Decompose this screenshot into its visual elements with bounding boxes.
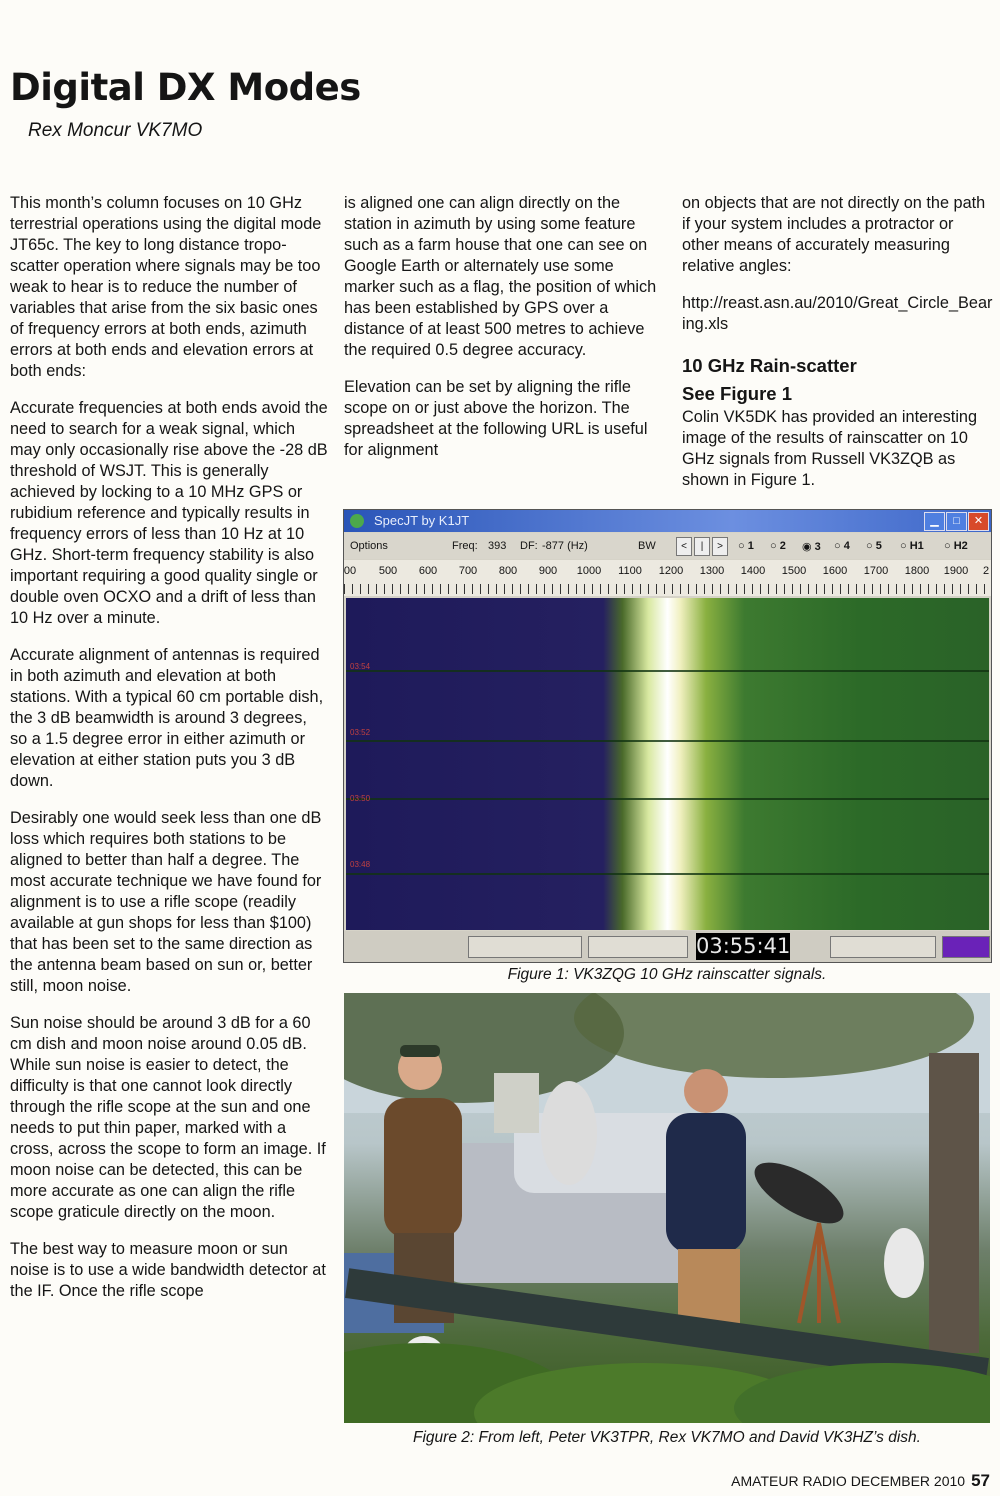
ruler-tick: 1900 — [943, 565, 969, 577]
minimize-icon[interactable]: ▁ — [924, 512, 945, 531]
utc-clock: 03:55:41 — [696, 934, 791, 958]
band-separator — [346, 740, 989, 742]
close-icon[interactable]: ✕ — [968, 512, 989, 531]
frequency-ruler — [344, 560, 991, 596]
app-icon — [350, 514, 364, 528]
maximize-icon[interactable]: □ — [946, 512, 967, 531]
spectrogram-waterfall — [346, 598, 989, 930]
paragraph: The best way to measure moon or sun noise is to use a wide bandwidth detector at the IF. Once the rifle scope — [10, 1240, 326, 1300]
paragraph: Sun noise should be around 3 dB for a 60 cm dish and moon noise around 0.05 dB. While sun noise is easier to detect, the difficulty is that one cannot look directly through the rifle scope at the sun and one needs to put thin paper, marked with a cross, across the scope to form an image. If moon noise can be detected, this can be more accurate as one can align the rifle scope graticule directly on the moon. — [10, 1014, 326, 1221]
spreadsheet-link[interactable]: http://reast.asn.au/2010/Great_Circle_Bearing.xls — [682, 294, 993, 333]
radio-1[interactable]: ○ 1 — [738, 540, 754, 552]
page-number: 57 — [971, 1471, 990, 1490]
ruler-tick: 00 — [343, 565, 357, 577]
figure-2-caption: Figure 2: From left, Peter VK3TPR, Rex VK7MO and David VK3HZ’s dish. — [413, 1429, 921, 1446]
radio-4[interactable]: ○ 4 — [834, 540, 850, 552]
time-label: 03:52 — [350, 728, 371, 737]
ruler-tick: 500 — [378, 565, 398, 577]
section-heading: 10 GHz Rain-scatter — [682, 355, 857, 376]
nav-center-button[interactable]: | — [694, 537, 710, 556]
ruler-tick: 1700 — [863, 565, 889, 577]
time-label: 03:50 — [350, 794, 371, 803]
ruler-tick: 1500 — [781, 565, 807, 577]
radio-h1[interactable]: ○ H1 — [900, 540, 924, 552]
ruler-tick: 1800 — [904, 565, 930, 577]
paragraph: Colin VK5DK has provided an interesting image of the results of rainscatter on 10 GHz signals from Russell VK3ZQB as shown in Figure 1. — [682, 408, 978, 489]
section-subheading: See Figure 1 — [682, 383, 793, 404]
ruler-tickmarks — [344, 584, 991, 594]
band-separator — [346, 670, 989, 672]
freq-label: Freq: — [452, 540, 478, 552]
page-footer — [731, 1471, 990, 1491]
radio-5[interactable]: ○ 5 — [866, 540, 882, 552]
radio-3[interactable]: ◉ 3 — [802, 541, 821, 553]
status-bar — [344, 931, 991, 962]
ruler-tick: 1100 — [618, 565, 642, 577]
nav-right-button[interactable]: > — [712, 537, 728, 556]
paragraph: Elevation can be set by aligning the rifle scope on or just above the horizon. The spreadsheet at the following URL is useful for alignment — [344, 378, 648, 459]
specjt-window — [343, 509, 992, 963]
column-2 — [344, 193, 662, 477]
spec-toolbar — [344, 533, 991, 559]
publication-name: AMATEUR RADIO DECEMBER 2010 — [731, 1473, 966, 1489]
ruler-tick: 1300 — [699, 565, 725, 577]
ruler-tick: 800 — [498, 565, 518, 577]
ruler-tick: 2 — [982, 565, 990, 577]
ruler-tick: 1600 — [822, 565, 848, 577]
band-separator — [346, 798, 989, 800]
ruler-tick: 1000 — [576, 565, 602, 577]
ruler-tick: 1200 — [658, 565, 684, 577]
options-menu[interactable]: Options — [350, 540, 388, 552]
paragraph: Accurate frequencies at both ends avoid the need to search for a weak signal, which may only occasionally rise above the -28 dB threshold of WSJT. This is generally achieved by locking to a 10 MHz GPS or rubidium reference and typically results in frequency errors of less than 10 Hz at 10 GHz. Short-term frequency stability is also important requiring a good quality single or double oven OCXO and a drift of less than 10 Hz over a minute. — [10, 399, 328, 627]
radio-2[interactable]: ○ 2 — [770, 540, 786, 552]
photo-illustration — [344, 993, 990, 1423]
figure-2-photo — [344, 993, 990, 1423]
radio-h2[interactable]: ○ H2 — [944, 540, 968, 552]
ruler-tick: 700 — [458, 565, 478, 577]
df-label: DF: — [520, 540, 538, 552]
paragraph: on objects that are not directly on the path if your system includes a protractor or other means of accurately measuring relative angles: — [682, 194, 986, 275]
time-label: 03:48 — [350, 860, 371, 869]
nav-left-button[interactable]: < — [676, 537, 692, 556]
status-slider[interactable] — [468, 936, 582, 958]
paragraph: Desirably one would seek less than one dB loss which requires both stations to be aligned to better than half a degree. The most accurate technique we have found for alignment is to use a rifle scope (readily available at gun shops for less than $100) that has been set to the same direction as the antenna beam based on sun or, better still, moon noise. — [10, 809, 322, 995]
paragraph: This month’s column focuses on 10 GHz terrestrial operations using the digital mode JT65c. The key to long distance tropo-scatter operation where signals may be too weak to hear is to reduce the number of variables that arise from the six basic ones of frequency errors at both ends, azimuth errors at both ends and elevation errors at both ends: — [10, 194, 322, 380]
status-slider[interactable] — [830, 936, 936, 958]
window-titlebar — [344, 510, 991, 532]
bw-label: BW — [638, 540, 656, 552]
column-3 — [682, 193, 994, 507]
freq-value: 393 — [488, 540, 507, 552]
article-author: Rex Moncur VK7MO — [28, 120, 203, 141]
band-separator — [346, 873, 989, 875]
ruler-tick: 900 — [538, 565, 558, 577]
window-title: SpecJT by K1JT — [374, 513, 470, 528]
status-slider[interactable] — [588, 936, 688, 958]
article-title: Digital DX Modes — [10, 66, 361, 109]
df-value: -877 (Hz) — [542, 540, 588, 552]
color-swatch — [942, 936, 990, 958]
ruler-tick: 1400 — [740, 565, 766, 577]
column-1 — [10, 193, 328, 1318]
figure-1-caption: Figure 1: VK3ZQG 10 GHz rainscatter signals. — [507, 966, 827, 983]
time-label: 03:54 — [350, 662, 371, 671]
paragraph: is aligned one can align directly on the station in azimuth by using some feature such as a farm house that one can see on Google Earth or alternately use some marker such as a flag, the position of which has been established by GPS over a distance of at least 500 metres to achieve the required 0.5 degree accuracy. — [344, 194, 657, 359]
ruler-tick: 600 — [418, 565, 438, 577]
paragraph: Accurate alignment of antennas is required in both azimuth and elevation at both stations. With a typical 60 cm portable dish, the 3 dB beamwidth is around 3 degrees, so a 1.5 degree error in either azimuth or elevation at either station puts you 3 dB down. — [10, 646, 324, 790]
